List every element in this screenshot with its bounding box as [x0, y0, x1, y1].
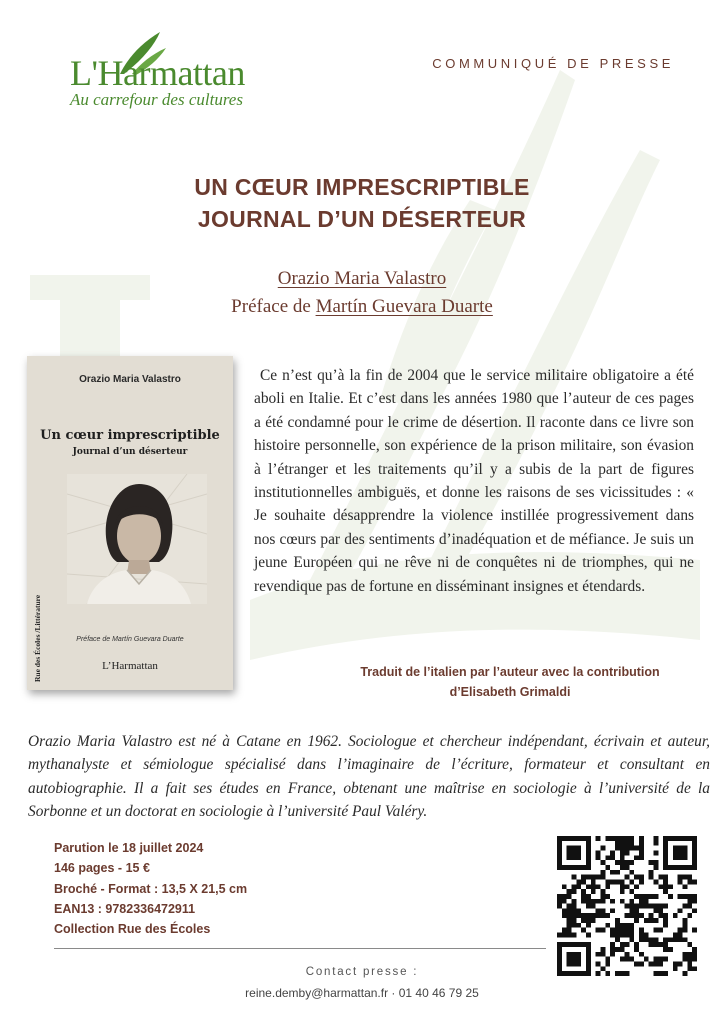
contact-info[interactable]: reine.demby@harmattan.fr · 01 40 46 79 25 — [245, 986, 479, 1000]
cover-title: Un cœur imprescriptible — [40, 428, 220, 443]
format: Broché - Format : 13,5 X 21,5 cm — [54, 881, 248, 896]
publication-details — [54, 838, 354, 939]
release-date: Parution le 18 juillet 2024 — [54, 841, 204, 855]
publisher-name: L'Harmattan — [70, 53, 245, 93]
publisher-tagline: Au carrefour des cultures — [70, 90, 243, 109]
cover-subtitle: Journal d’un déserteur — [72, 447, 188, 457]
book-subtitle: JOURNAL D’UN DÉSERTEUR — [197, 206, 527, 232]
book-summary: Ce n’est qu’à la fin de 2004 que le service militaire obligatoire a été aboli en Italie. Et c’est dans les années 1980 que l’auteur de ces pages a été condamné pour le crime de désertion. Il raconte dans ce livre son histoire personnelle, son expérience de la prison militaire, son évasion à l’étranger et les traitements qu’il y a subis de la part de figures institutionnelles ambiguës, et donne les raisons de ses vicissitudes : « Je souhaite désapprendre la violence instillée progressivement dans nos cœurs par des sentiments d’inadéquation et de méfiance. Je suis un jeune Européen qui ne rêve ni de conquêtes ni de triomphes, qui ne revendique pas de fortune en disséminant insignes et étendards. — [254, 367, 694, 595]
cover-portrait-photo — [67, 474, 207, 604]
qr-code[interactable] — [557, 836, 697, 976]
author-name: Orazio Maria Valastro — [277, 268, 447, 289]
preface-author: Martín Guevara Duarte — [315, 296, 493, 317]
pages-price: 146 pages - 15 € — [54, 861, 150, 876]
cover-author: Orazio Maria Valastro — [79, 374, 181, 385]
press-release-label: COMMUNIQUÉ DE PRESSE — [432, 56, 674, 71]
book-title: UN CŒUR IMPRESCRIPTIBLE — [194, 174, 530, 200]
book-cover — [27, 356, 233, 690]
translation-credit — [300, 662, 720, 702]
contact-label: Contact presse : — [305, 966, 419, 978]
cover-preface: Préface de Martín Guevara Duarte — [76, 636, 184, 643]
cover-spine-text: Rue des Écoles /Littérature — [33, 594, 42, 682]
translation-line-2: d’Elisabeth Grimaldi — [449, 685, 571, 699]
translation-line-1: Traduit de l’italien par l’auteur avec la contribution — [360, 665, 660, 679]
author-biography: Orazio Maria Valastro est né à Catane en 1962. Sociologue et chercheur indépendant, écrivain et auteur, mythanalyste et sémiologue spécialisé dans l’imaginaire de l’écriture, formateur et consultant en autobiographie. Il a fait ses études en France, obtenant une maîtrise en sociologie à l’université de la Sorbonne et un doctorat en sociologie à l’université Paul Valéry. — [28, 733, 710, 821]
preface-line — [0, 296, 724, 318]
cover-publisher-logo: L’Harmattan — [102, 660, 158, 672]
divider — [54, 948, 546, 949]
preface-prefix: Préface de — [231, 296, 316, 317]
collection: Collection Rue des Écoles — [54, 922, 211, 937]
ean-code: EAN13 : 9782336472911 — [54, 901, 196, 916]
author-line — [0, 268, 724, 290]
